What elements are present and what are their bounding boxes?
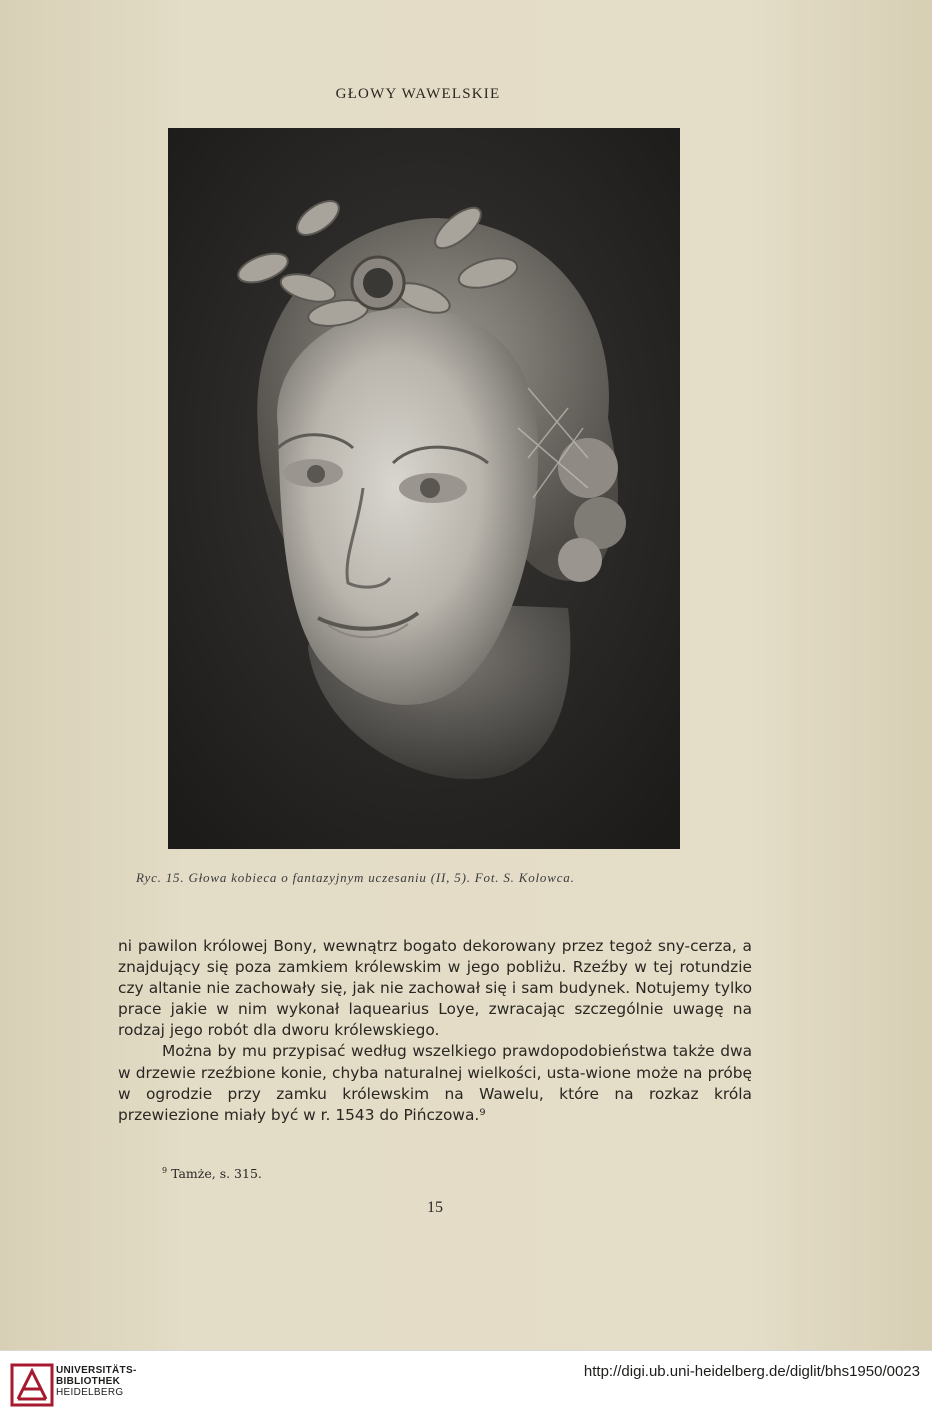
running-head: GŁOWY WAWELSKIE [335,86,501,102]
paragraph-1: ni pawilon królowej Bony, wewnątrz bogato dekorowany przez tegoż sny-cerza, a znajdujący się poza zamkiem królewskim w jego pobliżu. Rzeźby w tej rotundzie czy altanie nie zachowały się, jak nie zachował się i sam budynek. Notujemy tylko prace jakie w nim wykonał laquearius Loye, zwracając szczególnie uwagę na rodzaj jego robót dla dworu królewskiego. [118,937,752,1040]
sculpture-head-image [168,128,680,849]
footnote-marker: 9 [162,1166,168,1175]
permalink-url[interactable]: http://digi.ub.uni-heidelberg.de/diglit/bhs1950/0023 [583,1363,920,1380]
footnote [162,1166,262,1181]
library-name[interactable] [56,1365,137,1398]
library-line-3: HEIDELBERG [56,1387,124,1398]
body-text [118,936,752,1126]
library-line-2: BIBLIOTHEK [56,1376,121,1387]
figure-photo [168,128,680,849]
library-line-1: UNIVERSITÄTS- [56,1365,137,1376]
library-logo-icon[interactable] [10,1363,54,1407]
page-number: 15 [427,1199,443,1216]
paragraph-2: Można by mu przypisać według wszelkiego prawdopodobieństwa także dwa w drzewie rzeźbione konie, chyba naturalnej wielkości, usta-wione może na próbę w ogrodzie przy zamku królewskim na Wawelu, które na rozkaz króla przewiezione miały być w r. 1543 do Pińczowa.⁹ [118,1042,752,1124]
footer-bar [0,1350,932,1417]
figure-caption: Ryc. 15. Głowa kobieca o fantazyjnym uczesaniu (II, 5). Fot. S. Kolowca. [136,870,575,885]
footnote-text: Tamże, s. 315. [171,1166,262,1181]
